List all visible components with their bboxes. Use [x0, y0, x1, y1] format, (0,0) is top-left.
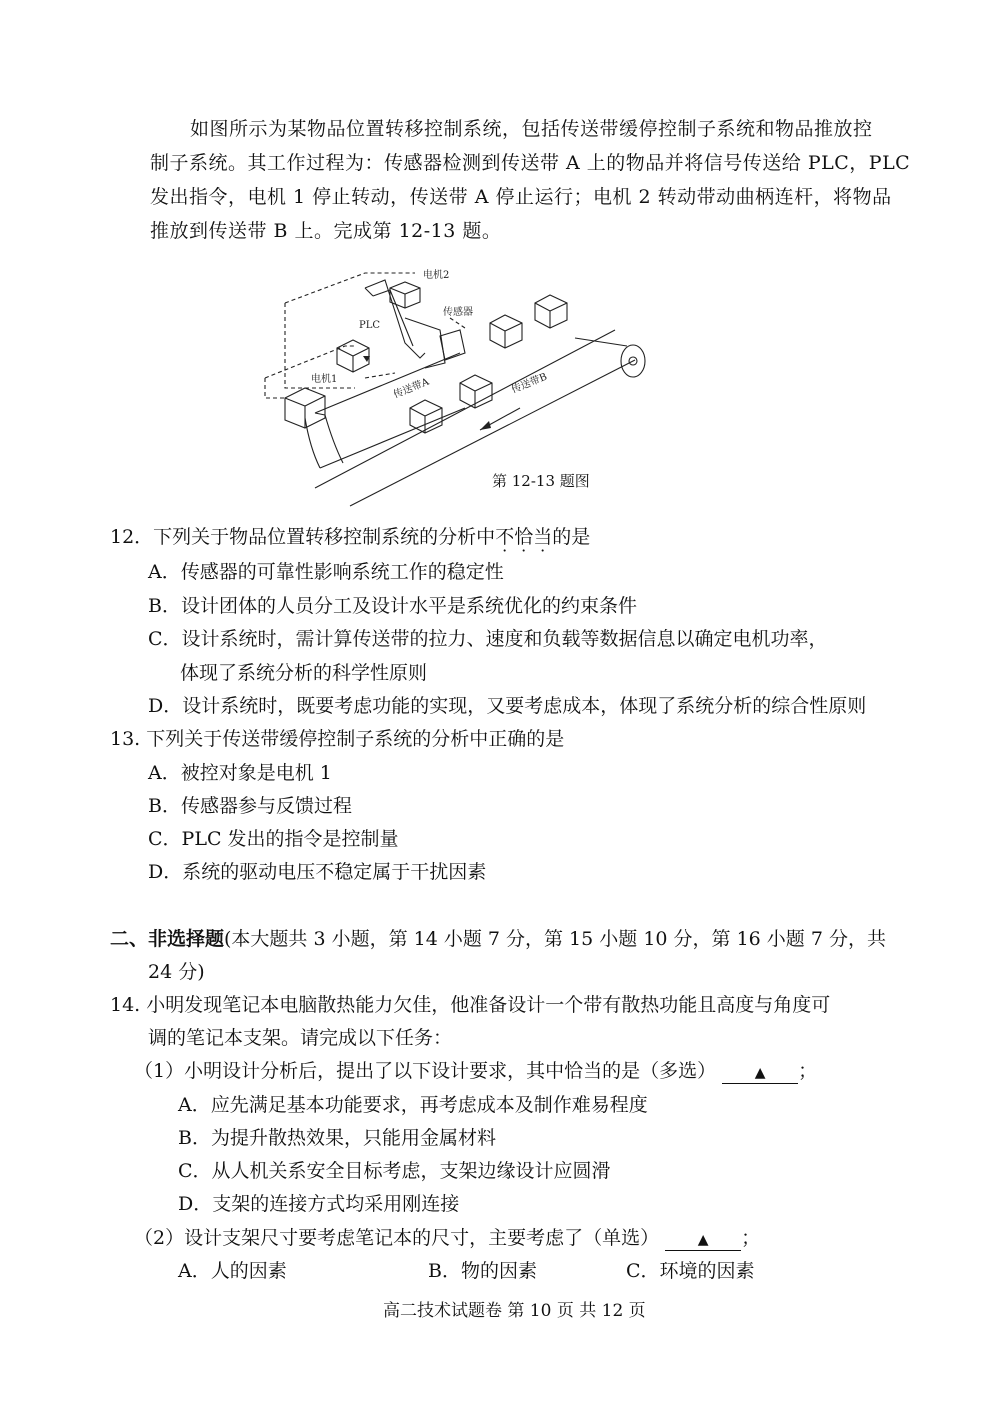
page-footer: 高二技术试题卷 第 10 页 共 12 页	[383, 1301, 646, 1321]
q13-stem: 13. 下列关于传送带缓停控制子系统的分析中正确的是	[110, 728, 565, 750]
q12-option-c-line1: C．设计系统时，需计算传送带的拉力、速度和负载等数据信息以确定电机功率，	[148, 628, 828, 650]
q14-stem-line1: 14. 小明发现笔记本电脑散热能力欠佳，他准备设计一个带有散热功能且高度与角度可	[110, 994, 831, 1016]
label-motor1: 电机1	[311, 374, 338, 385]
q12-option-a: A．传感器的可靠性影响系统工作的稳定性	[148, 561, 504, 583]
q14-stem-line2: 调的笔记本支架。请完成以下任务：	[148, 1027, 453, 1049]
intro-line-1: 如图所示为某物品位置转移控制系统，包括传送带缓停控制子系统和物品推放控	[190, 118, 873, 140]
q14-part1-text: （1）小明设计分析后，提出了以下设计要求，其中恰当的是（多选）	[134, 1060, 717, 1082]
q14-part1	[134, 1058, 817, 1084]
q14-part2-answer-blank[interactable]	[665, 1228, 741, 1251]
intro-line-2: 制子系统。其工作过程为：传感器检测到传送带 A 上的物品并将信号传送给 PLC，PLC	[150, 152, 911, 174]
q14-part2-text: （2）设计支架尺寸要考虑笔记本的尺寸，主要考虑了（单选）	[134, 1227, 660, 1249]
q14-p1-option-b: B．为提升散热效果，只能用金属材料	[178, 1127, 496, 1149]
q13-option-a: A．被控对象是电机 1	[148, 762, 332, 784]
q14-p2-option-a: A．人的因素	[178, 1260, 287, 1282]
q12-option-d: D．设计系统时，既要考虑功能的实现，又要考虑成本，体现了系统分析的综合性原则	[148, 695, 867, 717]
label-motor2: 电机2	[423, 270, 450, 281]
q13-option-c: C．PLC 发出的指令是控制量	[148, 828, 399, 850]
q14-part1-answer-blank[interactable]	[722, 1061, 798, 1084]
label-belt-a: 传送带A	[392, 376, 431, 401]
section2-title: 二、非选择题	[110, 928, 225, 950]
conveyor-system-figure	[255, 258, 655, 516]
section2-header	[110, 926, 886, 952]
q14-part1-end: ；	[798, 1060, 818, 1082]
intro-line-4: 推放到传送带 B 上。完成第 12-13 题。	[150, 220, 502, 242]
q14-p1-option-d: D．支架的连接方式均采用刚连接	[178, 1193, 460, 1215]
triangle-icon: ▲	[754, 1065, 766, 1081]
label-plc: PLC	[359, 320, 381, 331]
q12-option-b: B．设计团体的人员分工及设计水平是系统优化的约束条件	[148, 595, 637, 617]
intro-line-3: 发出指令，电机 1 停止转动，传送带 A 停止运行；电机 2 转动带动曲柄连杆，将物品	[150, 186, 892, 208]
section2-desc2: 24 分)	[148, 961, 205, 983]
triangle-icon: ▲	[697, 1232, 709, 1248]
q12-stem-post: 的是	[552, 526, 591, 548]
q14-p2-option-c: C．环境的因素	[626, 1260, 755, 1282]
label-sensor: 传感器	[443, 307, 473, 318]
q12-stem-pre: 12．下列关于物品位置转移控制系统的分析中	[110, 526, 496, 548]
q14-p2-option-b: B．物的因素	[428, 1260, 537, 1282]
q14-part2	[134, 1225, 760, 1251]
q14-p1-option-a: A．应先满足基本功能要求，再考虑成本及制作难易程度	[178, 1094, 648, 1116]
q12-emph-1: 不	[495, 526, 515, 548]
q12-emph-3: 当	[533, 526, 553, 548]
q13-option-d: D．系统的驱动电压不稳定属于干扰因素	[148, 861, 487, 883]
figure-caption: 第 12-13 题图	[492, 472, 590, 490]
label-belt-b: 传送带B	[510, 371, 549, 396]
section2-desc1: (本大题共 3 小题，第 14 小题 7 分，第 15 小题 10 分，第 16 小题 7 分，共	[224, 928, 886, 950]
q14-part2-end: ；	[741, 1227, 761, 1249]
q12-option-c-line2: 体现了系统分析的科学性原则	[180, 662, 428, 684]
q12-stem	[110, 524, 590, 550]
q12-emph-2: 恰	[514, 526, 534, 548]
q14-p1-option-c: C．从人机关系安全目标考虑，支架边缘设计应圆滑	[178, 1160, 611, 1182]
q13-option-b: B．传感器参与反馈过程	[148, 795, 352, 817]
